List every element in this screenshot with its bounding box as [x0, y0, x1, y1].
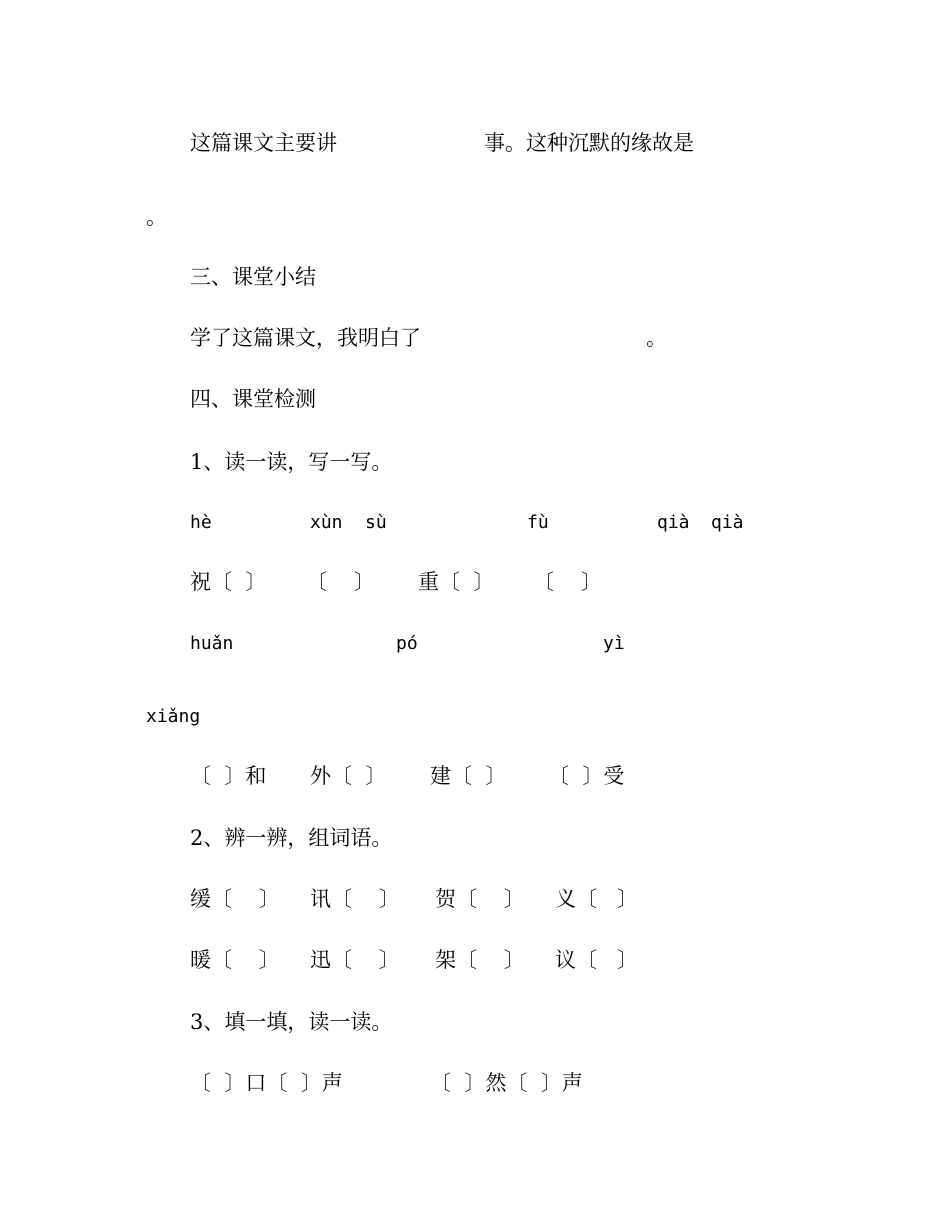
- idiom-blank: 〔 〕口〔 〕声: [190, 1071, 343, 1095]
- char-blank: 外〔 〕: [310, 764, 387, 788]
- char-blank: 〔 〕和: [190, 764, 267, 788]
- question-2-title: 2、辨一辨，组词语。: [190, 826, 393, 850]
- summary-line-part1: 这篇课文主要讲: [190, 131, 337, 155]
- pinyin: qià: [711, 512, 744, 533]
- word-blank: 贺〔 〕: [435, 887, 525, 911]
- pinyin: sù: [365, 512, 387, 533]
- char-blank: 建〔 〕: [430, 764, 507, 788]
- question-1-title: 1、读一读，写一写。: [190, 450, 393, 474]
- pinyin: xùn: [310, 512, 343, 533]
- word-blank: 缓〔 〕: [190, 887, 280, 911]
- word-blank: 架〔 〕: [435, 948, 525, 972]
- word-blank: 暖〔 〕: [190, 948, 280, 972]
- pinyin: fù: [527, 512, 549, 533]
- question-3-title: 3、填一填，读一读。: [190, 1010, 393, 1034]
- pinyin: pó: [396, 633, 418, 654]
- pinyin: yì: [603, 633, 625, 654]
- word-blank: 迅〔 〕: [310, 948, 400, 972]
- pinyin: xiǎng: [146, 706, 201, 727]
- char-blank: 〔 〕: [306, 570, 375, 594]
- learned-line-end: 。: [646, 326, 667, 350]
- summary-line-end: 。: [146, 205, 167, 229]
- section-heading-test: 四、课堂检测: [190, 387, 316, 411]
- char-blank: 祝〔 〕: [190, 570, 267, 594]
- pinyin: qià: [657, 512, 690, 533]
- pinyin: huǎn: [190, 633, 234, 654]
- char-blank: 〔 〕受: [548, 764, 625, 788]
- word-blank: 议〔 〕: [555, 948, 639, 972]
- word-blank: 讯〔 〕: [310, 887, 400, 911]
- char-blank: 重〔 〕: [418, 570, 495, 594]
- section-heading-summary: 三、课堂小结: [190, 265, 316, 289]
- summary-line-part2: 事。这种沉默的缘故是: [484, 131, 694, 155]
- pinyin: hè: [190, 512, 212, 533]
- word-blank: 义〔 〕: [555, 887, 639, 911]
- learned-line-part1: 学了这篇课文，我明白了: [190, 326, 421, 350]
- idiom-blank: 〔 〕然〔 〕声: [430, 1071, 583, 1095]
- char-blank: 〔 〕: [533, 570, 602, 594]
